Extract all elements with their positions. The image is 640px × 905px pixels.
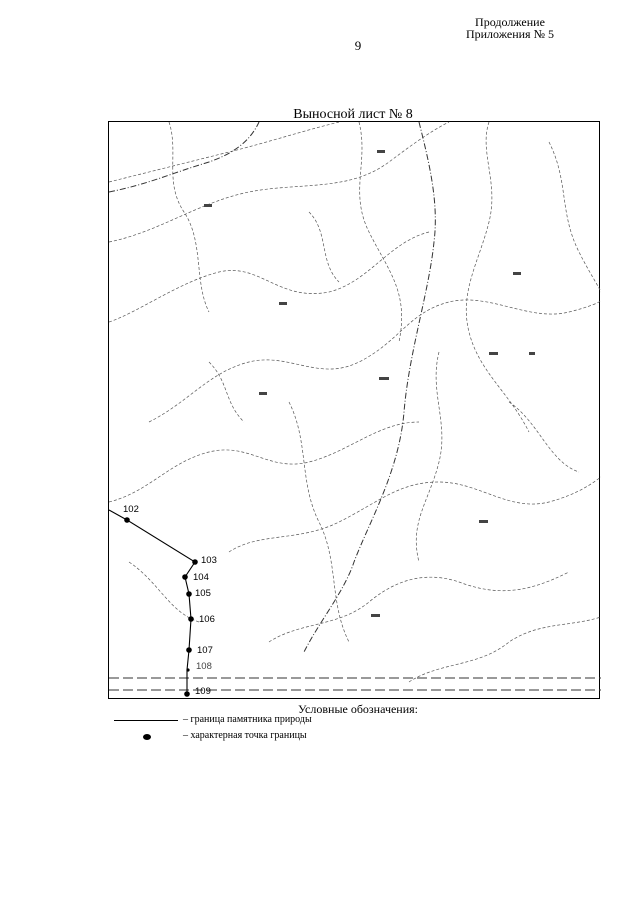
- map-contours: [109, 122, 601, 682]
- sheet-title: Выносной лист № 8: [293, 107, 413, 122]
- boundary-point-label-104: 104: [193, 572, 209, 583]
- map-frame: [108, 121, 600, 699]
- boundary-point-label-108: 108: [196, 661, 212, 672]
- topographic-map: [109, 122, 601, 700]
- continuation-line-2: Приложения № 5: [465, 27, 555, 41]
- legend-title: Условные обозначения:: [297, 702, 419, 716]
- boundary-points: [123, 504, 217, 697]
- boundary-point-108: [186, 668, 189, 671]
- boundary-point-102: [124, 517, 130, 523]
- page-number: 9: [354, 38, 362, 53]
- boundary-point-label-107: 107: [197, 645, 213, 656]
- boundary-point-label-102: 102: [123, 504, 139, 515]
- legend-point-label: – характерная точка границы: [183, 730, 307, 741]
- boundary-point-105: [186, 591, 192, 597]
- continuation-line-1: Продолжение: [475, 15, 545, 29]
- boundary-point-103: [192, 559, 198, 565]
- boundary-point-label-105: 105: [195, 588, 211, 599]
- boundary-point-label-109: 109: [195, 686, 211, 697]
- boundary-point-109: [184, 691, 190, 697]
- legend-boundary-line-symbol: [114, 720, 178, 721]
- boundary-point-107: [186, 647, 192, 653]
- legend-boundary-line-label: – граница памятника природы: [183, 714, 312, 725]
- reserve-boundary: [109, 510, 195, 694]
- boundary-point-106: [188, 616, 194, 622]
- continuation-note: [450, 16, 570, 40]
- legend-point-symbol: [143, 734, 151, 740]
- map-elevation-marks: [204, 150, 535, 617]
- boundary-point-label-103: 103: [201, 555, 217, 566]
- map-roads: [109, 122, 601, 690]
- boundary-point-104: [182, 574, 188, 580]
- boundary-point-label-106: 106: [199, 614, 215, 625]
